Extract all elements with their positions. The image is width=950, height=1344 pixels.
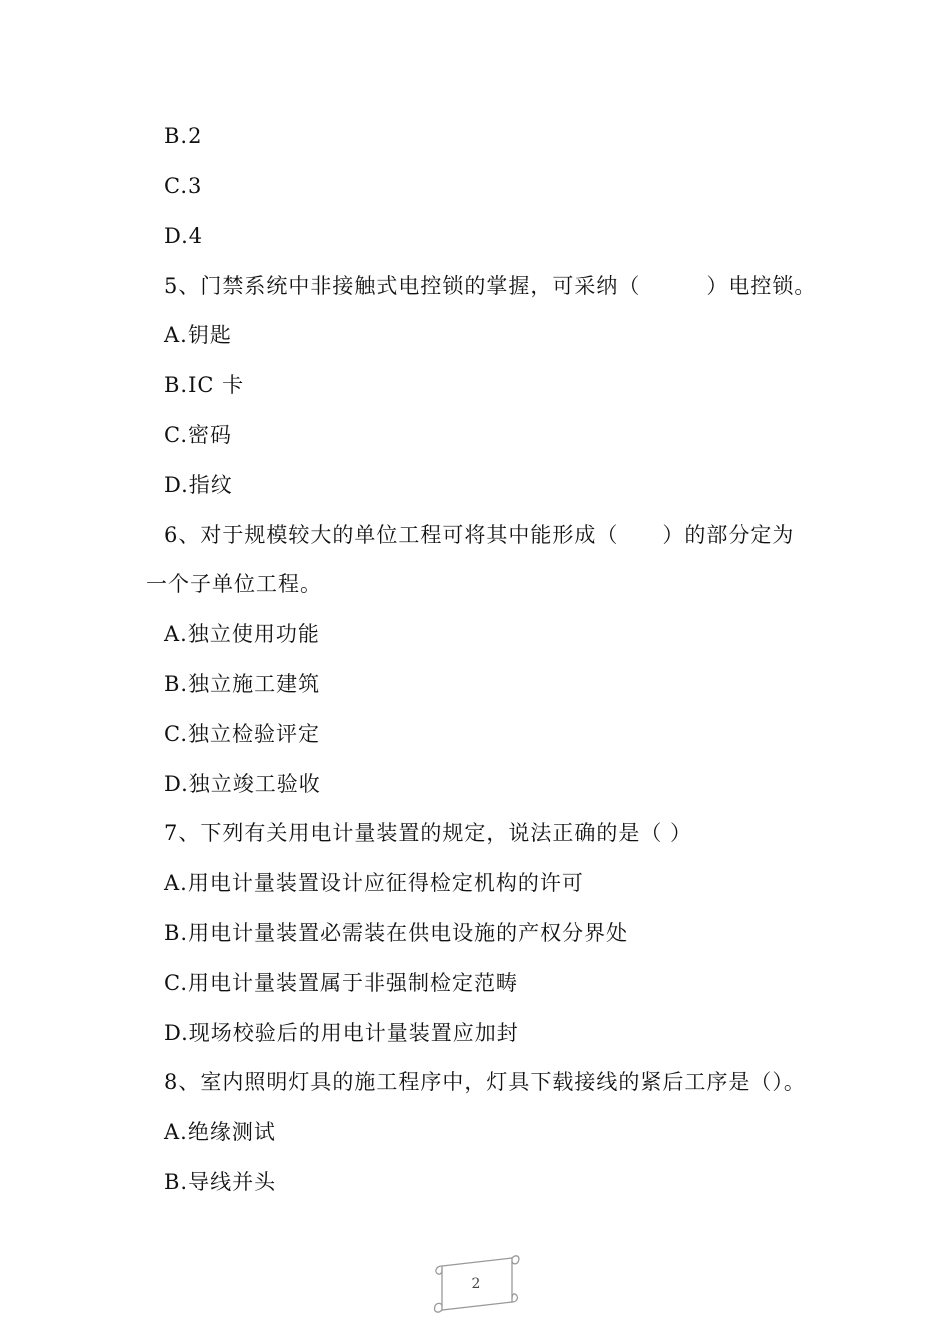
- option-c-q4: C.3: [164, 174, 203, 198]
- question-8: 8、室内照明灯具的施工程序中，灯具下载接线的紧后工序是（）。: [164, 1070, 806, 1094]
- option-b-q6: B.独立施工建筑: [164, 672, 321, 696]
- option-d-q5: D.指纹: [164, 473, 233, 497]
- option-b-q7: B.用电计量装置必需装在供电设施的产权分界处: [164, 921, 629, 945]
- option-b-q5: B.IC 卡: [164, 373, 245, 397]
- option-b-q8: B.导线并头: [164, 1170, 277, 1194]
- option-d-q7: D.现场校验后的用电计量装置应加封: [164, 1021, 519, 1045]
- page-number: 2: [471, 1276, 481, 1292]
- option-c-q5: C.密码: [164, 423, 232, 447]
- question-5: 5、门禁系统中非接触式电控锁的掌握，可采纳（ ）电控锁。: [164, 274, 817, 298]
- option-a-q8: A.绝缘测试: [164, 1120, 276, 1144]
- option-a-q7: A.用电计量装置设计应征得检定机构的许可: [164, 871, 584, 895]
- option-c-q7: C.用电计量装置属于非强制检定范畴: [164, 971, 518, 995]
- question-6: 6、对于规模较大的单位工程可将其中能形成（ ）的部分定为: [164, 523, 795, 547]
- option-b-q4: B.2: [164, 124, 203, 148]
- question-7: 7、下列有关用电计量装置的规定，说法正确的是（ ）: [164, 821, 693, 845]
- option-a-q5: A.钥匙: [164, 323, 232, 347]
- option-d-q6: D.独立竣工验收: [164, 772, 321, 796]
- question-6-continued: 一个子单位工程。: [146, 572, 322, 596]
- option-c-q6: C.独立检验评定: [164, 722, 320, 746]
- page-number-scroll: [430, 1252, 522, 1320]
- option-d-q4: D.4: [164, 224, 204, 248]
- option-a-q6: A.独立使用功能: [164, 622, 320, 646]
